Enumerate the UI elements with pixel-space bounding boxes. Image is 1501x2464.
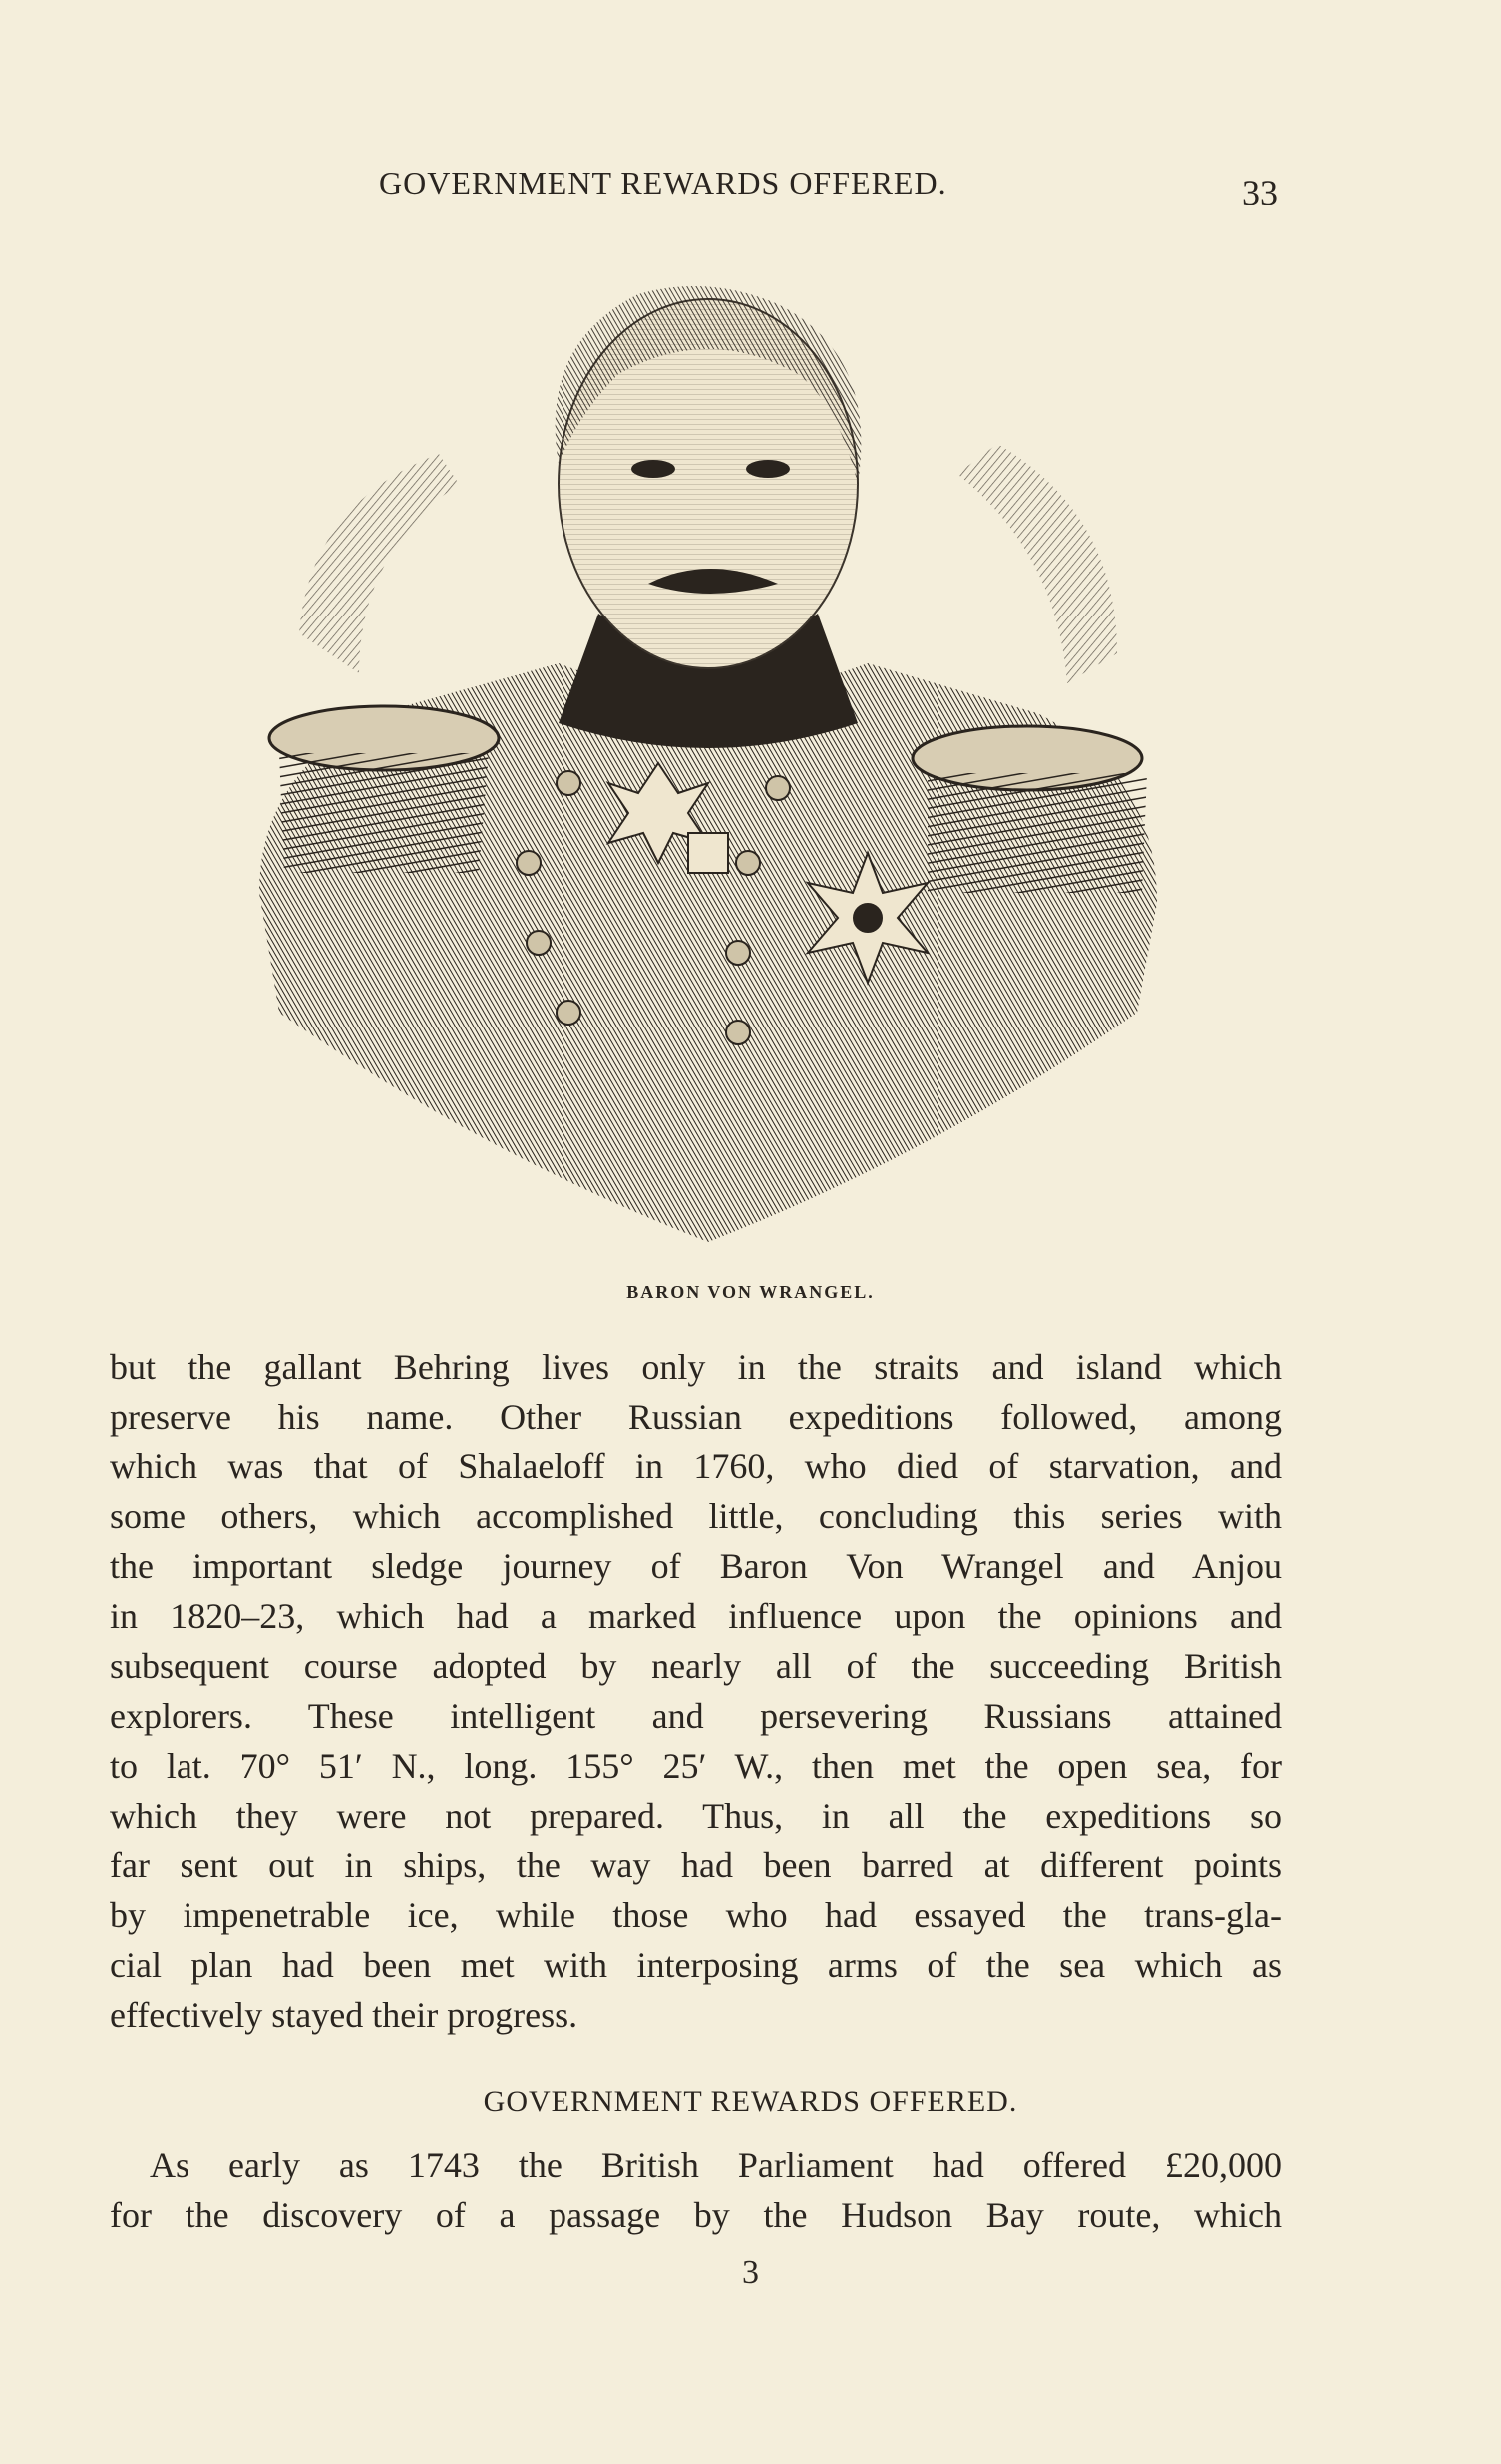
text-line: but the gallant Behring lives only in the straits and island which (110, 1347, 1282, 1387)
text-line: subsequent course adopted by nearly all of the succeeding British (110, 1646, 1282, 1686)
text-line: for the discovery of a passage by the Hudson Bay route, which (110, 2195, 1282, 2235)
text-line: preserve his name. Other Russian expeditions followed, among (110, 1397, 1282, 1437)
body-paragraph (110, 2140, 1282, 2240)
signature-mark: 3 (742, 2255, 759, 2291)
body-paragraph (110, 1342, 1282, 2040)
running-head: GOVERNMENT REWARDS OFFERED. (379, 165, 947, 201)
section-heading: GOVERNMENT REWARDS OFFERED. (483, 2085, 1018, 2118)
text-line: which they were not prepared. Thus, in all the expeditions so (110, 1796, 1282, 1836)
text-line: far sent out in ships, the way had been barred at different points (110, 1846, 1282, 1885)
text-line: to lat. 70° 51′ N., long. 155° 25′ W., then met the open sea, for (110, 1746, 1282, 1786)
text-line: cial plan had been met with interposing arms of the sea which as (110, 1945, 1282, 1985)
page-number: 33 (1242, 173, 1278, 212)
text-line: explorers. These intelligent and persevering Russians attained (110, 1696, 1282, 1736)
text-line: As early as 1743 the British Parliament had offered £20,000 (150, 2145, 1282, 2185)
text-line: effectively stayed their progress. (110, 1995, 578, 2035)
portrait-engraving (239, 254, 1177, 1252)
text-line: in 1820–23, which had a marked influence upon the opinions and (110, 1596, 1282, 1636)
text-line: some others, which accomplished little, concluding this series with (110, 1496, 1282, 1536)
text-line: the important sledge journey of Baron Von Wrangel and Anjou (110, 1546, 1282, 1586)
illustration-caption: BARON VON WRANGEL. (626, 1282, 875, 1302)
text-line: by impenetrable ice, while those who had essayed the trans-gla- (110, 1895, 1282, 1935)
text-line: which was that of Shalaeloff in 1760, who died of starvation, and (110, 1446, 1282, 1486)
